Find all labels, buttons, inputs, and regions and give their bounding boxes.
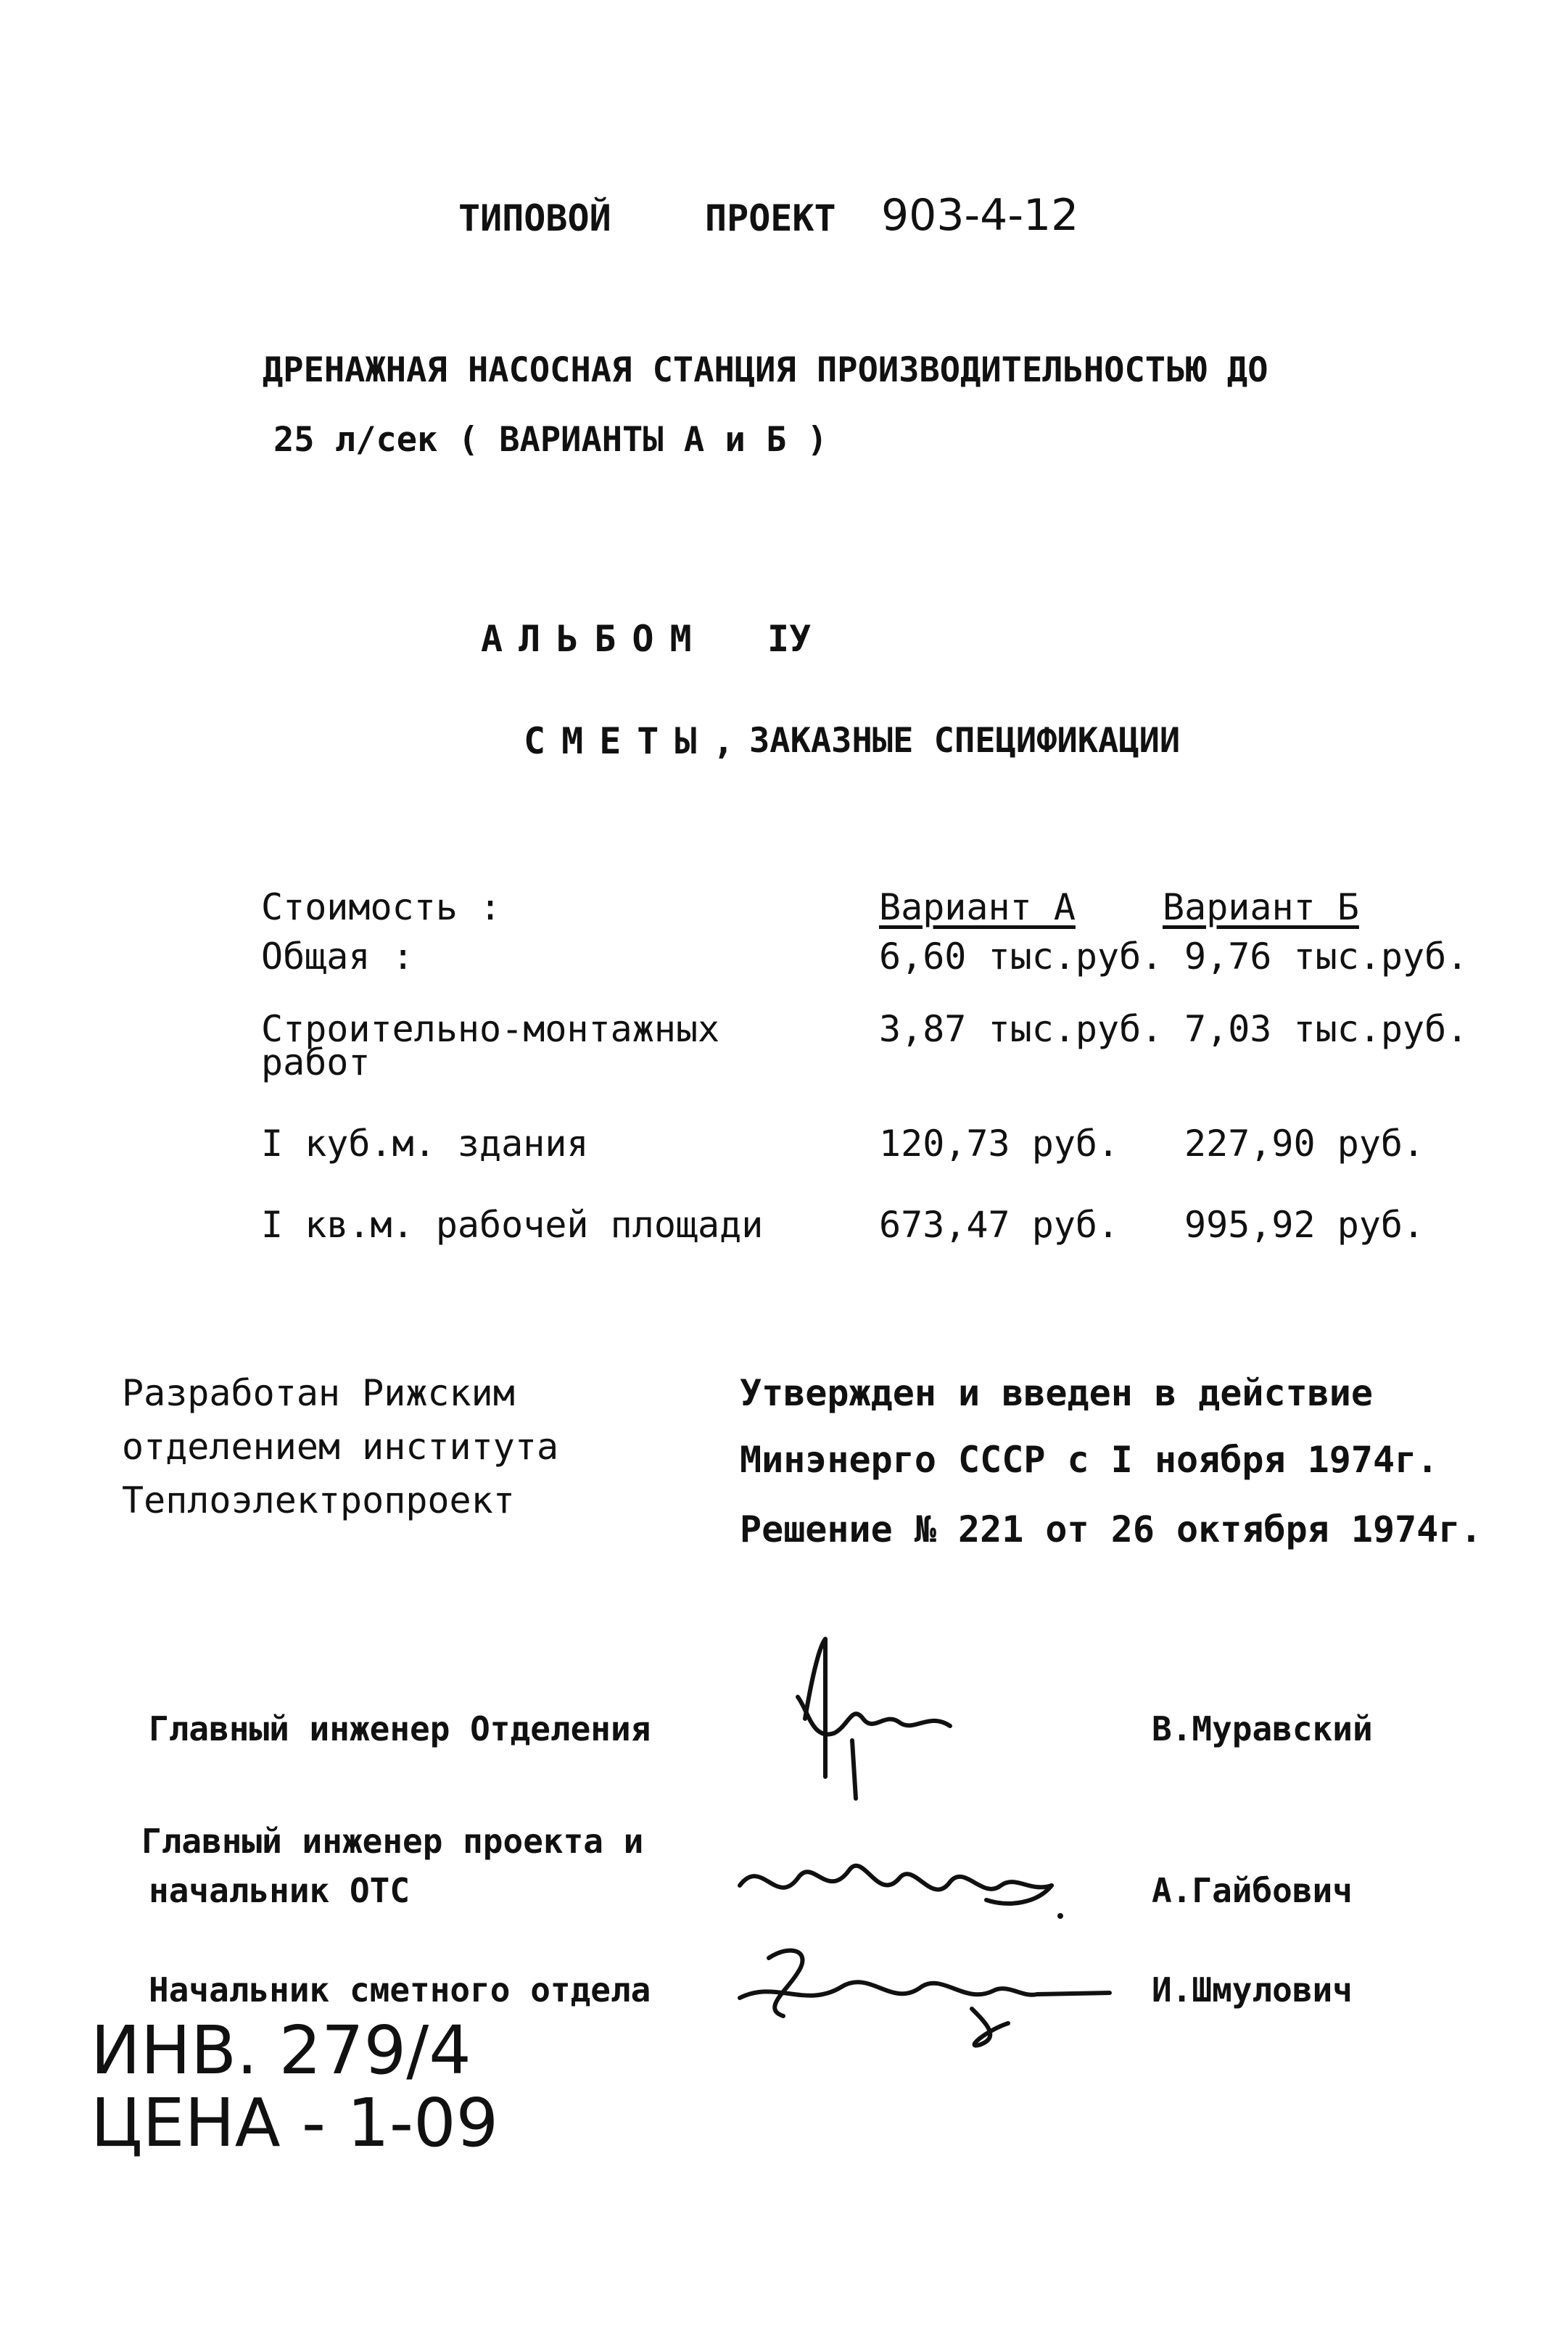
cost-row-construction-b: 7,03 тыс.руб. (1184, 1008, 1469, 1050)
signature-muravsky (783, 1632, 972, 1806)
signatory-2-role: Главный инженер проекта и (141, 1822, 644, 1861)
cost-row-per-m2-label: I кв.м. рабочей площади (261, 1204, 764, 1246)
album-label: АЛЬБОМ (481, 618, 708, 660)
cost-row-total-a: 6,60 тыс.руб. (879, 935, 1163, 978)
cost-row-per-m3-label: I куб.м. здания (261, 1123, 589, 1165)
signature-shmulovich (725, 1929, 1117, 2052)
signatory-1-role: Главный инженер Отделения (149, 1709, 651, 1748)
cost-row-per-m2-a: 673,47 руб. (879, 1204, 1120, 1246)
signatory-2-role-2: начальник ОТС (149, 1871, 410, 1910)
cost-row-total-b: 9,76 тыс.руб. (1184, 935, 1469, 978)
signatory-3-name: И.Шмулович (1152, 1970, 1353, 2009)
cost-row-per-m2-b: 995,92 руб. (1184, 1204, 1425, 1246)
signature-gaibovich (733, 1835, 1066, 1929)
cost-heading: Стоимость : (261, 886, 502, 928)
developer-line-1: Разработан Рижским (122, 1372, 515, 1414)
project-number: 903-4-12 (881, 190, 1079, 241)
signatory-1-name: В.Муравский (1152, 1709, 1373, 1748)
inventory-number: ИНВ. 279/4 (91, 2012, 471, 2089)
album-number: IУ (767, 618, 812, 660)
cost-row-total-label: Общая : (261, 935, 414, 978)
column-variant-a: Вариант А (879, 886, 1076, 928)
cost-row-construction-label-2: работ (261, 1041, 371, 1083)
project-word-typical: ТИПОВОЙ (458, 197, 611, 239)
section-smety: СМЕТЫ, (524, 720, 751, 762)
project-word-project: ПРОЕКТ (705, 197, 836, 239)
cost-row-per-m3-a: 120,73 руб. (879, 1123, 1120, 1165)
cost-row-construction-label: Строительно-монтажных (261, 1008, 720, 1050)
title-line-2: 25 л/сек ( ВАРИАНТЫ А и Б ) (273, 420, 828, 460)
price-mark: ЦЕНА - 1-09 (91, 2084, 499, 2162)
column-variant-b: Вариант Б (1163, 886, 1359, 928)
signatory-2-name: А.Гайбович (1152, 1871, 1353, 1910)
developer-line-2: отделением института (122, 1426, 559, 1468)
section-specifications: ЗАКАЗНЫЕ СПЕЦИФИКАЦИИ (749, 721, 1181, 761)
approval-line-2: Минэнерго СССР с I ноября 1974г. (740, 1439, 1439, 1481)
cost-row-per-m3-b: 227,90 руб. (1184, 1123, 1425, 1165)
title-line-1: ДРЕНАЖНАЯ НАСОСНАЯ СТАНЦИЯ ПРОИЗВОДИТЕЛЬНОСТЬЮ ДО (263, 350, 1268, 390)
approval-line-1: Утвержден и введен в действие (740, 1372, 1373, 1414)
developer-line-3: Теплоэлектропроект (122, 1479, 515, 1521)
cost-row-construction-a: 3,87 тыс.руб. (879, 1008, 1163, 1050)
signatory-3-role: Начальник сметного отдела (149, 1970, 651, 2009)
approval-line-3: Решение № 221 от 26 октября 1974г. (740, 1508, 1482, 1550)
